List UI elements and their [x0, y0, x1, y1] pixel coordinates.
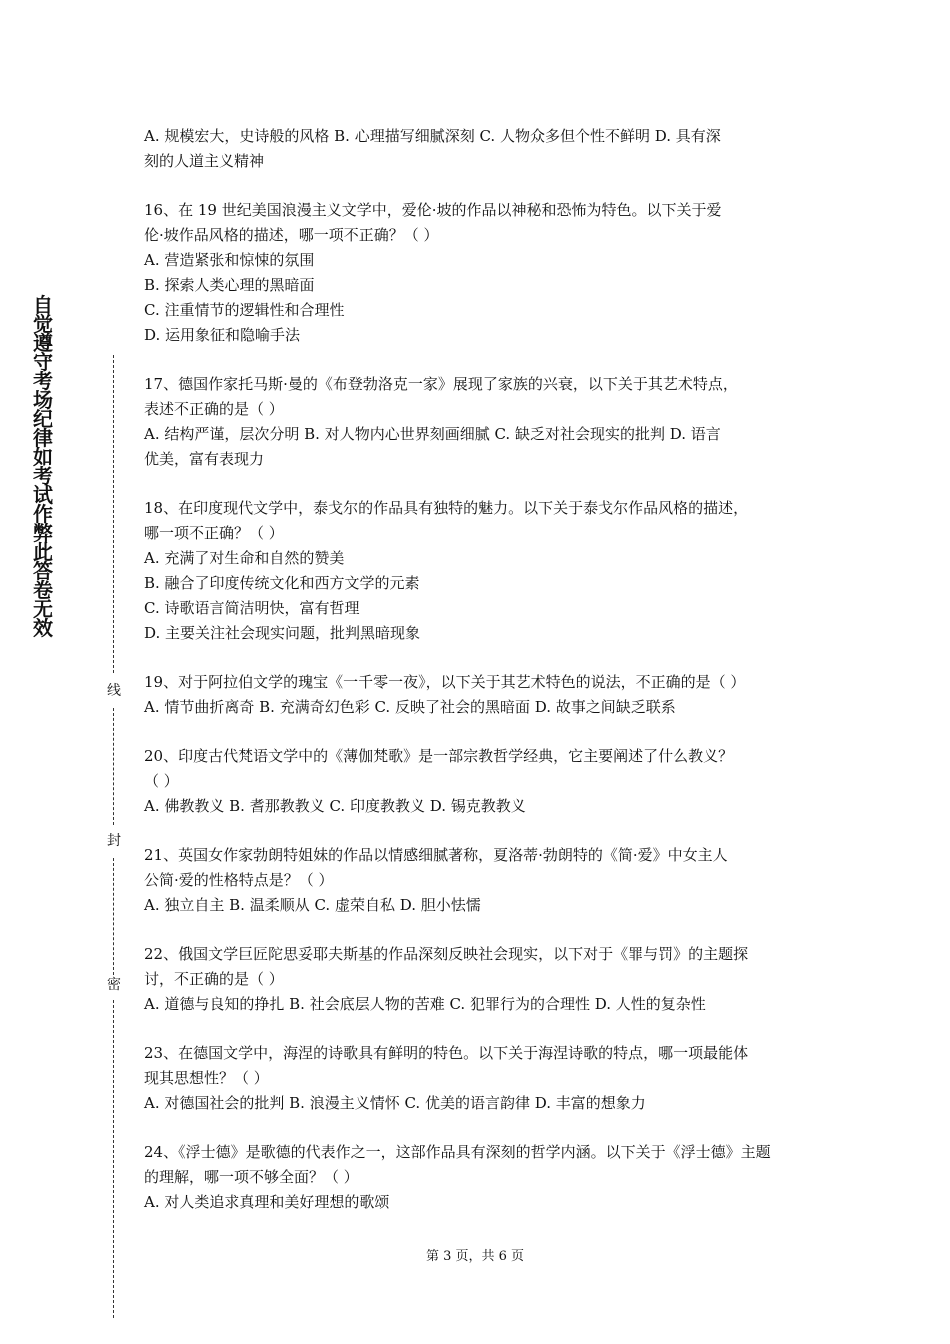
text-line: A. 规模宏大，史诗般的风格 B. 心理描写细腻深刻 C. 人物众多但个性不鲜明 D. 具有深: [144, 127, 721, 145]
options-line: A. 道德与良知的挣扎 B. 社会底层人物的苦难 C. 犯罪行为的合理性 D. 人性的复杂性: [144, 995, 706, 1013]
binding-dashed-line: [113, 708, 114, 825]
question-19: [144, 670, 810, 720]
binding-dashed-line: [113, 1000, 114, 1318]
question-23: [144, 1041, 810, 1116]
question-stem: 20、印度古代梵语文学中的《薄伽梵歌》是一部宗教哲学经典，它主要阐述了什么教义？: [144, 747, 734, 765]
question-stem: 22、俄国文学巨匠陀思妥耶夫斯基的作品深刻反映社会现实，以下对于《罪与罚》的主题探: [144, 945, 749, 963]
binding-label-secret: 密: [104, 977, 124, 993]
option-d: D. 主要关注社会现实问题，批判黑暗现象: [144, 624, 421, 642]
binding-label-line: 线: [104, 683, 124, 699]
question-stem: （ ）: [144, 772, 179, 790]
options-line: A. 结构严谨，层次分明 B. 对人物内心世界刻画细腻 C. 缺乏对社会现实的批判 D. 语言: [144, 425, 721, 443]
question-content: [144, 124, 810, 1239]
question-18: [144, 496, 810, 646]
option-c: C. 注重情节的逻辑性和合理性: [144, 301, 345, 319]
options-line: A. 对德国社会的批判 B. 浪漫主义情怀 C. 优美的语言韵律 D. 丰富的想象力: [144, 1094, 646, 1112]
binding-dashed-line: [113, 355, 114, 673]
question-16: [144, 198, 810, 348]
question-15-options: [144, 124, 810, 174]
question-stem: 19、对于阿拉伯文学的瑰宝《一千零一夜》，以下关于其艺术特色的说法，不正确的是（ ）: [144, 673, 746, 691]
question-stem: 哪一项不正确？（ ）: [144, 524, 284, 542]
option-b: B. 探索人类心理的黑暗面: [144, 276, 315, 294]
option-a: A. 充满了对生命和自然的赞美: [144, 549, 345, 567]
question-stem: 表述不正确的是（ ）: [144, 400, 284, 418]
question-stem: 现其思想性？（ ）: [144, 1069, 269, 1087]
options-line: A. 独立自主 B. 温柔顺从 C. 虚荣自私 D. 胆小怯懦: [144, 896, 481, 914]
option-a: A. 营造紧张和惊悚的氛围: [144, 251, 315, 269]
question-stem: 16、在 19 世纪美国浪漫主义文学中，爱伦·坡的作品以神秘和恐怖为特色。以下关于爱: [144, 201, 722, 219]
binding-dashed-line: [113, 858, 114, 975]
exam-discipline-warning: 自觉遵守考场纪律如考试作弊此答卷无效: [33, 293, 53, 640]
option-a: A. 对人类追求真理和美好理想的歌颂: [144, 1193, 390, 1211]
question-24: [144, 1140, 810, 1215]
options-line: 优美，富有表现力: [144, 450, 265, 468]
question-stem: 24、《浮士德》是歌德的代表作之一，这部作品具有深刻的哲学内涵。以下关于《浮士德》主题: [144, 1143, 771, 1161]
text-line: 刻的人道主义精神: [144, 152, 265, 170]
binding-label-seal: 封: [104, 833, 124, 849]
option-c: C. 诗歌语言简洁明快，富有哲理: [144, 599, 360, 617]
question-stem: 伦·坡作品风格的描述，哪一项不正确？（ ）: [144, 226, 439, 244]
question-20: [144, 744, 810, 819]
question-stem: 21、英国女作家勃朗特姐妹的作品以情感细腻著称，夏洛蒂·勃朗特的《简·爱》中女主人: [144, 846, 728, 864]
question-21: [144, 843, 810, 918]
options-line: A. 情节曲折离奇 B. 充满奇幻色彩 C. 反映了社会的黑暗面 D. 故事之间缺乏联系: [144, 698, 676, 716]
question-22: [144, 942, 810, 1017]
question-17: [144, 372, 810, 472]
question-stem: 23、在德国文学中，海涅的诗歌具有鲜明的特色。以下关于海涅诗歌的特点，哪一项最能体: [144, 1044, 749, 1062]
page-number: 第 3 页，共 6 页: [425, 1249, 525, 1264]
question-stem: 18、在印度现代文学中，泰戈尔的作品具有独特的魅力。以下关于泰戈尔作品风格的描述，: [144, 499, 749, 517]
option-d: D. 运用象征和隐喻手法: [144, 326, 301, 344]
option-b: B. 融合了印度传统文化和西方文学的元素: [144, 574, 420, 592]
question-stem: 的理解，哪一项不够全面？（ ）: [144, 1168, 359, 1186]
question-stem: 讨，不正确的是（ ）: [144, 970, 284, 988]
options-line: A. 佛教教义 B. 耆那教教义 C. 印度教教义 D. 锡克教教义: [144, 797, 526, 815]
question-stem: 17、德国作家托马斯·曼的《布登勃洛克一家》展现了家族的兴衰，以下关于其艺术特点，: [144, 375, 738, 393]
question-stem: 公简·爱的性格特点是？（ ）: [144, 871, 334, 889]
